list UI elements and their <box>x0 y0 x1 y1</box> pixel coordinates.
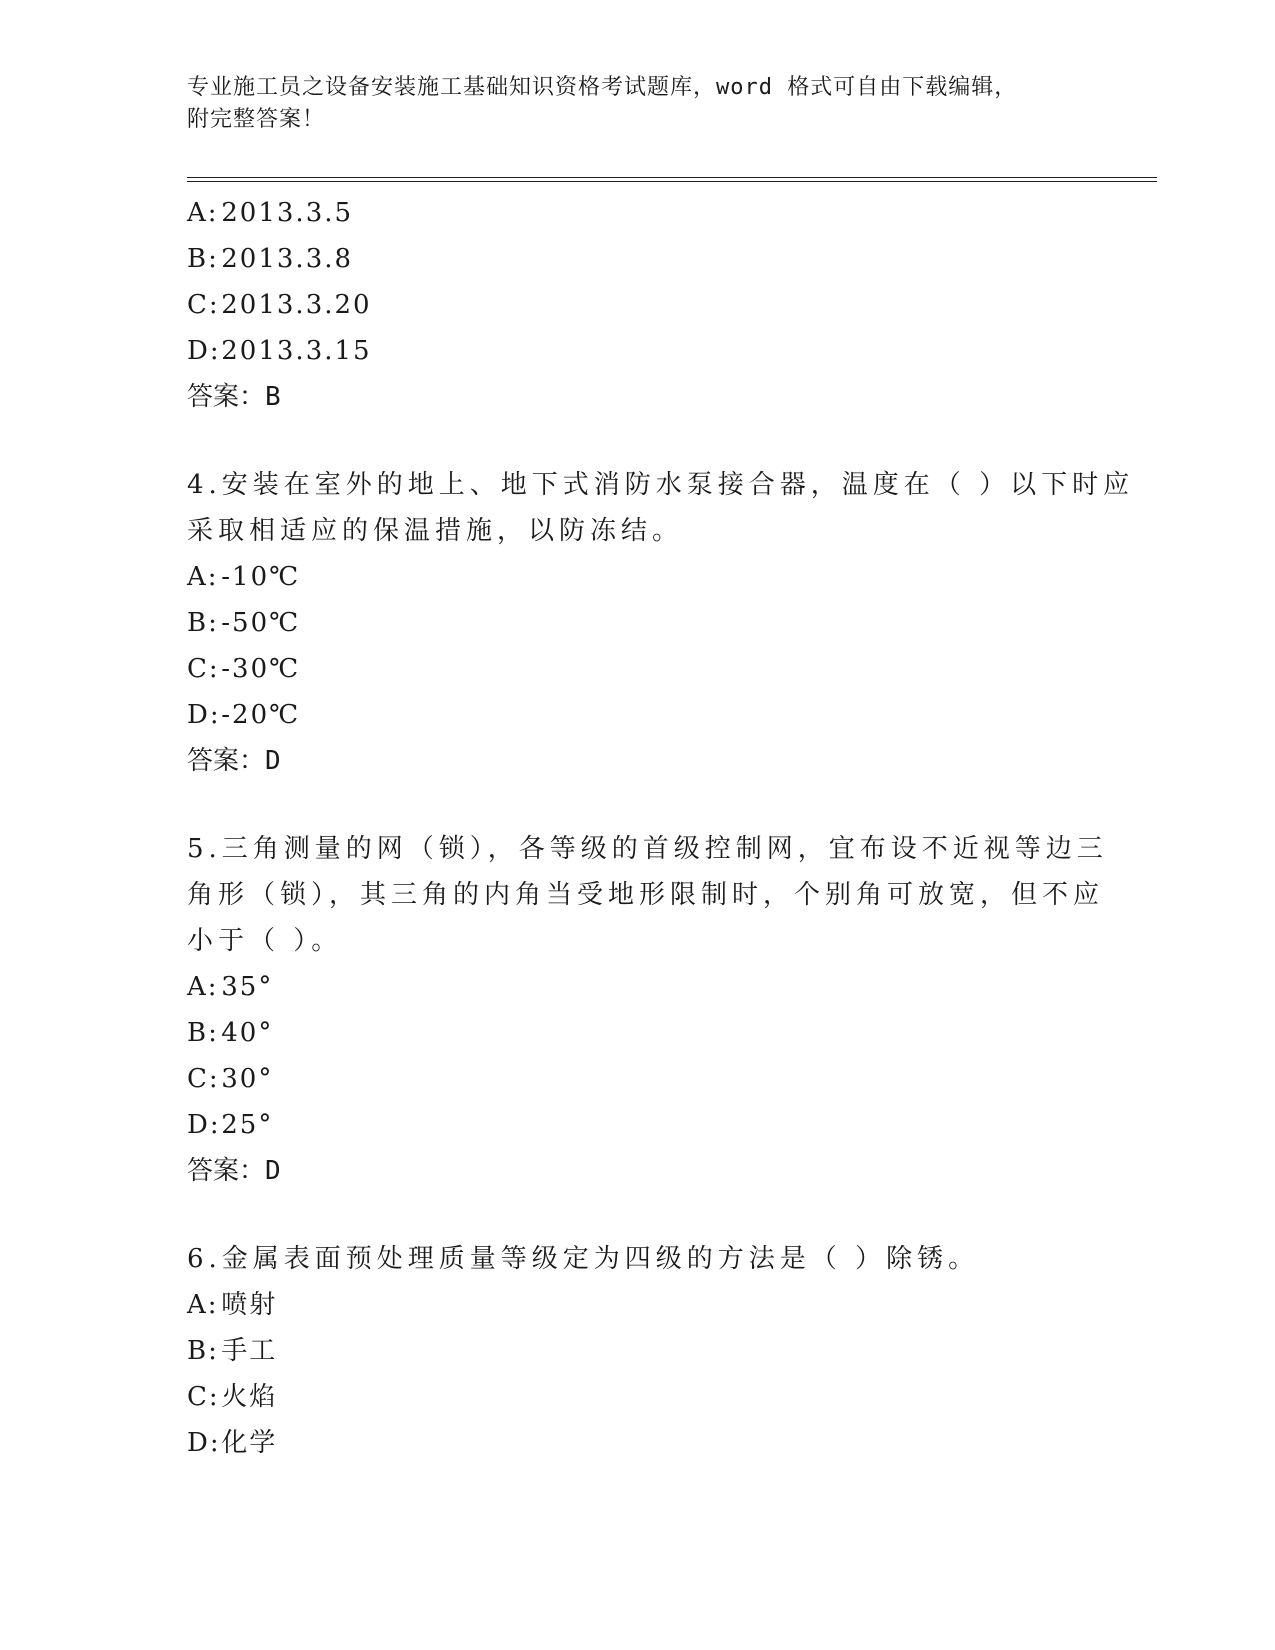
page-header <box>187 72 1087 136</box>
option-a: A: -10℃ <box>187 562 301 592</box>
header-line-2: 附完整答案！ <box>187 107 326 132</box>
header-line-1: 专业施工员之设备安装施工基础知识资格考试题库，word 格式可自由下载编辑， <box>187 75 1018 100</box>
option-b: B: 40° <box>187 1018 274 1048</box>
option-d: D: 2013.3.15 <box>187 336 372 366</box>
option-a: A: 喷射 <box>187 1290 278 1320</box>
option-c: C: 30° <box>187 1064 274 1094</box>
question-stem: 角形（锁），其三角的内角当受地形限制时，个别角可放宽，但不应 <box>187 880 1105 910</box>
header-rule <box>187 177 1157 182</box>
option-c: C: 2013.3.20 <box>187 290 372 320</box>
question-stem: 6.金属表面预处理质量等级定为四级的方法是（ ）除锈。 <box>187 1244 980 1274</box>
question-stem: 4.安装在室外的地上、地下式消防水泵接合器，温度在（ ）以下时应 <box>187 470 1135 500</box>
question-3 <box>187 190 1087 420</box>
answer: 答案：D <box>187 1156 281 1186</box>
option-a: A: 35° <box>187 972 274 1002</box>
option-d: D: 25° <box>187 1110 274 1140</box>
option-c: C: -30℃ <box>187 654 301 684</box>
question-stem: 5.三角测量的网（锁），各等级的首级控制网，宜布设不近视等边三 <box>187 834 1108 864</box>
option-b: B: -50℃ <box>187 608 301 638</box>
question-stem: 小于（ ）。 <box>187 926 343 956</box>
question-4-options <box>187 554 1087 784</box>
option-b: B: 2013.3.8 <box>187 244 354 274</box>
question-4 <box>187 462 1135 554</box>
option-b: B: 手工 <box>187 1336 278 1366</box>
option-a: A: 2013.3.5 <box>187 198 354 228</box>
option-d: D: 化学 <box>187 1428 278 1458</box>
option-c: C: 火焰 <box>187 1382 278 1412</box>
question-5 <box>187 826 1108 964</box>
question-6-options <box>187 1282 1087 1466</box>
option-d: D: -20℃ <box>187 700 301 730</box>
question-5-options <box>187 964 1087 1194</box>
answer: 答案：D <box>187 746 281 776</box>
answer: 答案：B <box>187 382 281 412</box>
question-list <box>187 190 1135 1466</box>
question-stem: 采取相适应的保温措施，以防冻结。 <box>187 516 684 546</box>
question-6 <box>187 1236 1087 1282</box>
